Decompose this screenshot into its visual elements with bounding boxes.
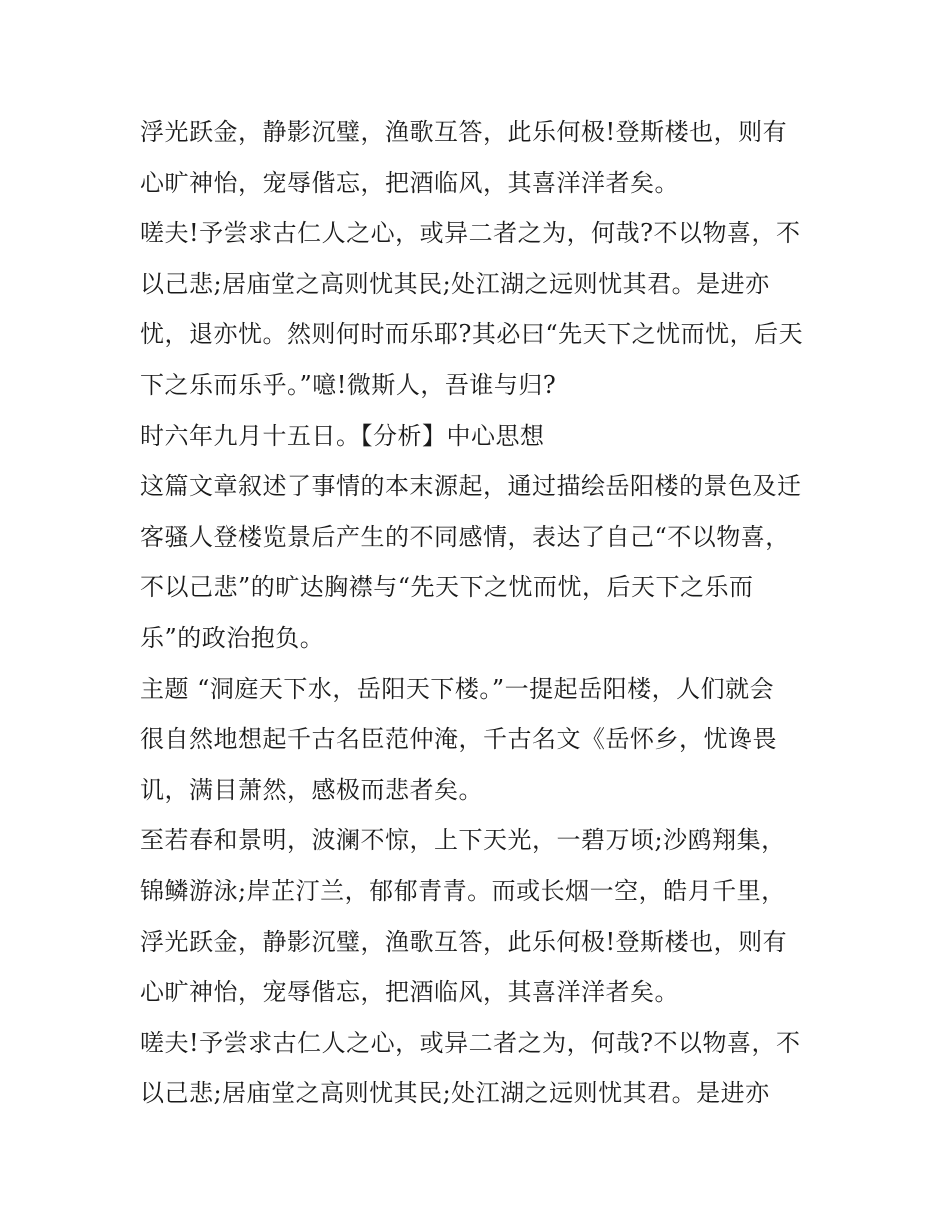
- text-line: 嗟夫!予尝求古仁人之心，或异二者之为，何哉?不以物喜，不: [140, 219, 801, 248]
- document-body: [140, 107, 820, 1119]
- text-line: 时六年九月十五日。【分析】中心思想: [140, 421, 545, 450]
- text-line: 浮光跃金，静影沉璧，渔歌互答，此乐何极!登斯楼也，则有: [140, 927, 788, 956]
- text-line: 讥，满目萧然，感极而悲者矣。: [140, 775, 483, 804]
- text-line: 至若春和景明，波澜不惊，上下天光，一碧万顷;沙鸥翔集，: [140, 826, 786, 855]
- text-line: 乐”的政治抱负。: [140, 623, 325, 652]
- text-line: 不以己悲”的旷达胸襟与“先天下之忧而忧，后天下之乐而: [140, 573, 754, 602]
- text-line: 以己悲;居庙堂之高则忧其民;处江湖之远则忧其君。是进亦: [140, 1079, 770, 1108]
- text-line: 心旷神怡，宠辱偕忘，把酒临风，其喜洋洋者矣。: [140, 978, 679, 1007]
- text-line: 很自然地想起千古名臣范仲淹，千古名文《岳怀乡，忧谗畏: [140, 725, 777, 754]
- text-line: 锦鳞游泳;岸芷汀兰，郁郁青青。而或长烟一空，皓月千里，: [140, 876, 786, 905]
- text-line: 客骚人登楼览景后产生的不同感情，表达了自己“不以物喜，: [140, 522, 790, 551]
- text-line: 浮光跃金，静影沉璧，渔歌互答，此乐何极!登斯楼也，则有: [140, 118, 788, 146]
- text-line: 下之乐而乐乎。”噫!微斯人，吾谁与归?: [140, 370, 557, 399]
- text-line: 忧，退亦忧。然则何时而乐耶?其必曰“先天下之忧而忧，后天: [140, 320, 804, 349]
- text-line: 嗟夫!予尝求古仁人之心，或异二者之为，何哉?不以物喜，不: [140, 1028, 801, 1057]
- text-line: 以己悲;居庙堂之高则忧其民;处江湖之远则忧其君。是进亦: [140, 269, 770, 298]
- text-line: 心旷神怡，宠辱偕忘，把酒临风，其喜洋洋者矣。: [140, 168, 679, 197]
- text-line: 这篇文章叙述了事情的本末源起，通过描绘岳阳楼的景色及迁: [140, 472, 802, 501]
- text-line: 主题 “洞庭天下水，岳阳天下楼。”一提起岳阳楼，人们就会: [140, 674, 775, 703]
